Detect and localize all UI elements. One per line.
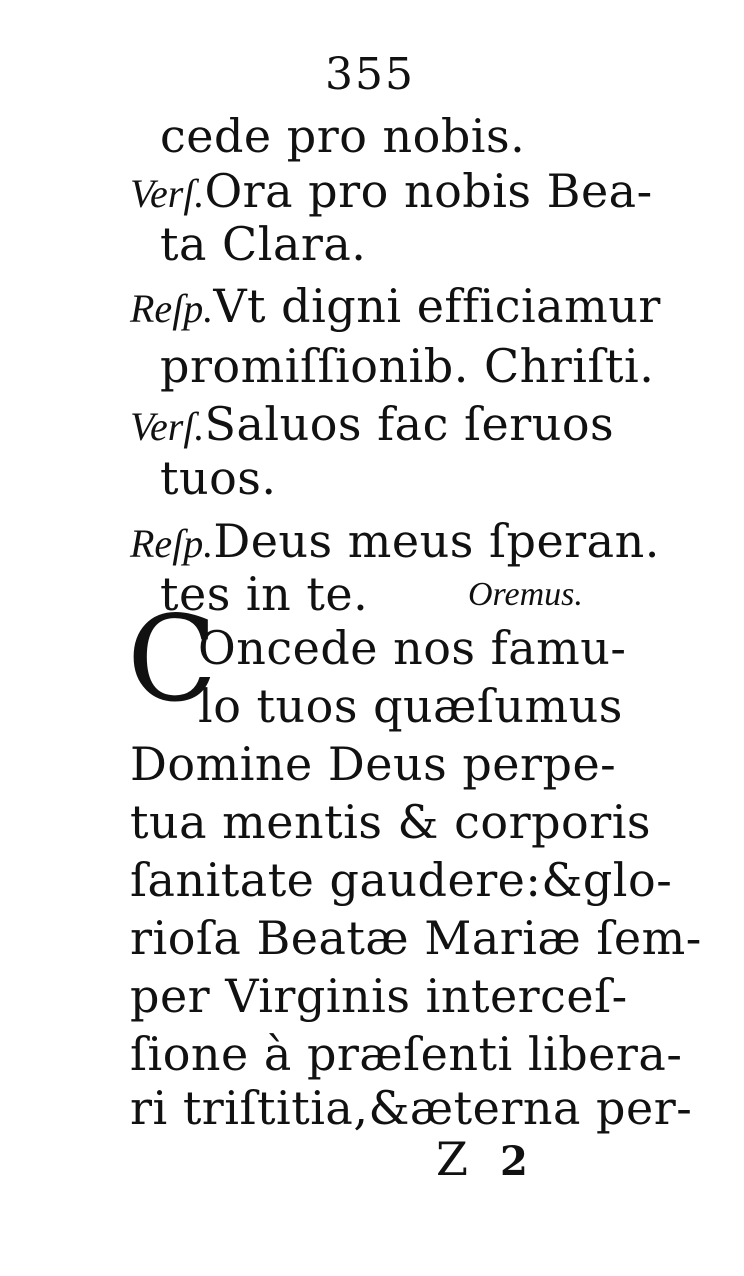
versicle-label: Verſ. [130,404,205,449]
response-label: Reſp. [130,286,214,331]
prayer-line [130,970,628,1022]
prayer-line-text: Oncede nos famu- [198,621,627,675]
prayer-line [198,680,623,732]
prayer-line-text: ſanitate gaudere:&glo- [130,853,673,907]
text-line [160,340,654,392]
text-line [160,110,525,162]
text-line [130,165,653,220]
line-text: tes in te. [160,567,369,621]
text-line [130,515,660,570]
prayer-line [130,854,672,906]
line-text: tuos. [160,451,277,505]
line-text: ta Clara. [160,217,367,271]
prayer-line-text: rioſa Beatæ Mariæ ſem- [130,911,702,965]
prayer-line [130,796,651,848]
line-text: cede pro nobis. [160,109,526,163]
prayer-line-text: tua mentis & corporis [130,795,652,849]
drop-capital: C [127,590,218,728]
text-line [130,398,614,453]
prayer-line [130,1028,682,1080]
line-text: Ora pro nobis Bea- [204,164,653,218]
line-text: Deus meus ſperan. [213,514,660,568]
text-line [160,218,366,270]
prayer-line-text: lo tuos quæſumus [198,679,623,733]
prayer-line-text: ri triſtitia,&æterna per- [130,1081,693,1135]
prayer-line-text: per Virginis interceſ- [130,969,628,1023]
prayer-line-text: ſione à præſenti libera- [130,1027,683,1081]
line-text: Vt digni efficiamur [213,279,661,333]
signature-letter: Z [436,1132,468,1186]
prayer-line [130,738,616,790]
line-text: Saluos fac ſeruos [204,397,615,451]
oremus-heading: Oremus. [468,576,583,613]
signature-number: 2 [500,1138,528,1185]
text-line [160,452,277,504]
prayer-line [130,1082,692,1134]
versicle-label: Verſ. [130,171,205,216]
line-text: promiſſionib. Chriſti. [160,339,655,393]
page-number: 355 [325,49,415,100]
prayer-line [198,622,626,674]
text-line [130,280,661,335]
prayer-line [130,912,702,964]
response-label: Reſp. [130,521,214,566]
prayer-line-text: Domine Deus perpe- [130,737,617,791]
